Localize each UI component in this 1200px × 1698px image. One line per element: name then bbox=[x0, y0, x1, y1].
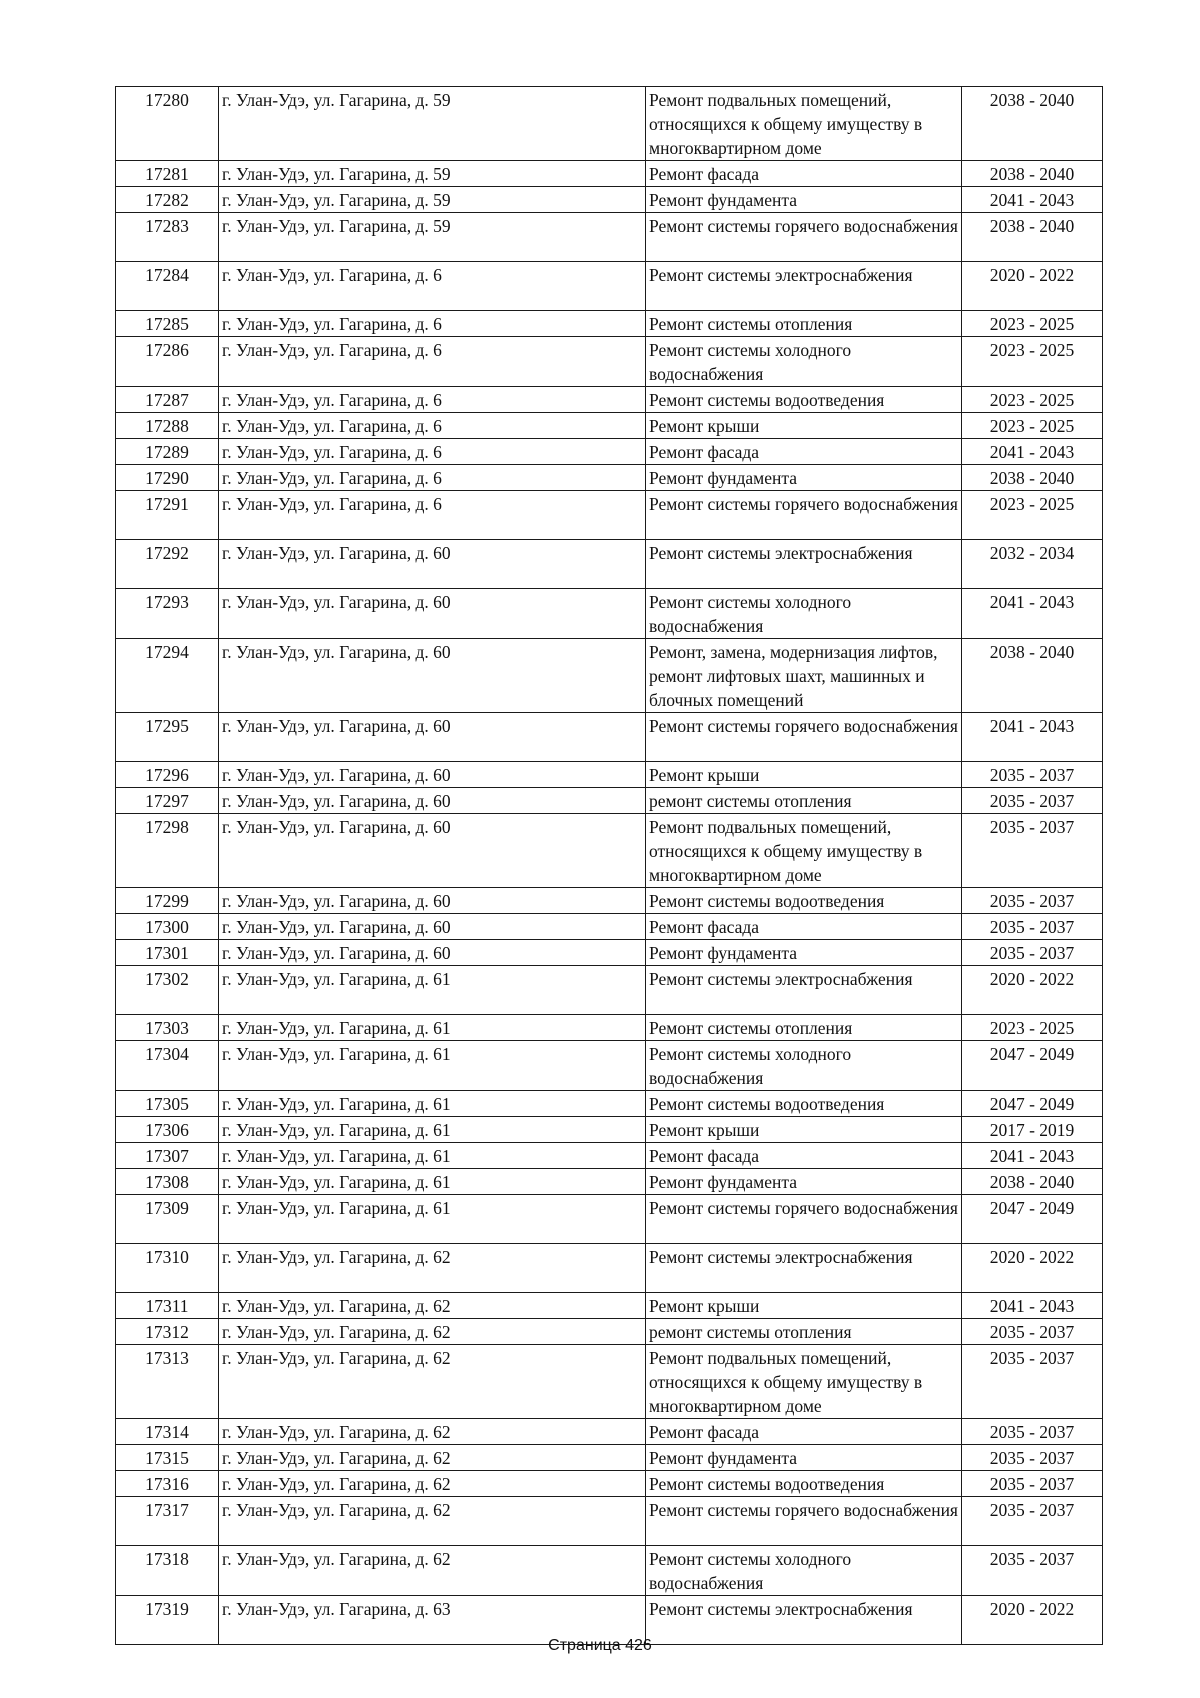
document-page bbox=[115, 86, 1102, 1645]
period-cell: 2038 - 2040 bbox=[962, 161, 1103, 187]
table-row bbox=[116, 713, 1103, 762]
address-cell: г. Улан-Удэ, ул. Гагарина, д. 60 bbox=[219, 589, 646, 639]
row-number-cell: 17318 bbox=[116, 1546, 219, 1596]
period-cell: 2020 - 2022 bbox=[962, 262, 1103, 311]
address-cell: г. Улан-Удэ, ул. Гагарина, д. 60 bbox=[219, 814, 646, 888]
row-number-cell: 17292 bbox=[116, 540, 219, 589]
period-cell: 2035 - 2037 bbox=[962, 888, 1103, 914]
address-cell: г. Улан-Удэ, ул. Гагарина, д. 60 bbox=[219, 888, 646, 914]
table-row bbox=[116, 639, 1103, 713]
table-row bbox=[116, 1445, 1103, 1471]
period-cell: 2035 - 2037 bbox=[962, 1445, 1103, 1471]
work-type-cell: Ремонт системы холодного водоснабжения bbox=[646, 1041, 962, 1091]
address-cell: г. Улан-Удэ, ул. Гагарина, д. 60 bbox=[219, 540, 646, 589]
table-row bbox=[116, 1117, 1103, 1143]
work-type-cell: Ремонт системы горячего водоснабжения bbox=[646, 213, 962, 262]
work-type-cell: Ремонт системы горячего водоснабжения bbox=[646, 491, 962, 540]
work-type-cell: Ремонт системы горячего водоснабжения bbox=[646, 1497, 962, 1546]
period-cell: 2035 - 2037 bbox=[962, 1471, 1103, 1497]
table-row bbox=[116, 1015, 1103, 1041]
period-cell: 2020 - 2022 bbox=[962, 1244, 1103, 1293]
address-cell: г. Улан-Удэ, ул. Гагарина, д. 60 bbox=[219, 788, 646, 814]
row-number-cell: 17315 bbox=[116, 1445, 219, 1471]
period-cell: 2035 - 2037 bbox=[962, 1319, 1103, 1345]
work-type-cell: Ремонт системы электроснабжения bbox=[646, 1596, 962, 1645]
page-number: Страница 426 bbox=[548, 1637, 652, 1654]
period-cell: 2023 - 2025 bbox=[962, 387, 1103, 413]
work-type-cell: Ремонт крыши bbox=[646, 1117, 962, 1143]
table-row bbox=[116, 1345, 1103, 1419]
work-type-cell: Ремонт системы электроснабжения bbox=[646, 966, 962, 1015]
row-number-cell: 17301 bbox=[116, 940, 219, 966]
address-cell: г. Улан-Удэ, ул. Гагарина, д. 59 bbox=[219, 187, 646, 213]
address-cell: г. Улан-Удэ, ул. Гагарина, д. 62 bbox=[219, 1319, 646, 1345]
row-number-cell: 17307 bbox=[116, 1143, 219, 1169]
work-type-cell: Ремонт системы отопления bbox=[646, 1015, 962, 1041]
address-cell: г. Улан-Удэ, ул. Гагарина, д. 6 bbox=[219, 387, 646, 413]
row-number-cell: 17304 bbox=[116, 1041, 219, 1091]
work-type-cell: Ремонт системы горячего водоснабжения bbox=[646, 713, 962, 762]
period-cell: 2041 - 2043 bbox=[962, 589, 1103, 639]
table-row bbox=[116, 1195, 1103, 1244]
table-row bbox=[116, 1244, 1103, 1293]
row-number-cell: 17311 bbox=[116, 1293, 219, 1319]
row-number-cell: 17296 bbox=[116, 762, 219, 788]
address-cell: г. Улан-Удэ, ул. Гагарина, д. 60 bbox=[219, 639, 646, 713]
table-row bbox=[116, 1497, 1103, 1546]
address-cell: г. Улан-Удэ, ул. Гагарина, д. 6 bbox=[219, 413, 646, 439]
work-type-cell: Ремонт крыши bbox=[646, 413, 962, 439]
table-row bbox=[116, 387, 1103, 413]
table-row bbox=[116, 540, 1103, 589]
period-cell: 2032 - 2034 bbox=[962, 540, 1103, 589]
work-type-cell: Ремонт фундамента bbox=[646, 1169, 962, 1195]
address-cell: г. Улан-Удэ, ул. Гагарина, д. 61 bbox=[219, 1015, 646, 1041]
table-row bbox=[116, 762, 1103, 788]
table-row bbox=[116, 914, 1103, 940]
row-number-cell: 17316 bbox=[116, 1471, 219, 1497]
row-number-cell: 17298 bbox=[116, 814, 219, 888]
table-row bbox=[116, 213, 1103, 262]
row-number-cell: 17314 bbox=[116, 1419, 219, 1445]
work-type-cell: Ремонт фундамента bbox=[646, 940, 962, 966]
work-type-cell: ремонт системы отопления bbox=[646, 788, 962, 814]
period-cell: 2020 - 2022 bbox=[962, 1596, 1103, 1645]
period-cell: 2023 - 2025 bbox=[962, 413, 1103, 439]
table-row bbox=[116, 1293, 1103, 1319]
row-number-cell: 17281 bbox=[116, 161, 219, 187]
row-number-cell: 17291 bbox=[116, 491, 219, 540]
row-number-cell: 17288 bbox=[116, 413, 219, 439]
row-number-cell: 17284 bbox=[116, 262, 219, 311]
work-type-cell: Ремонт фасада bbox=[646, 1143, 962, 1169]
table-row bbox=[116, 888, 1103, 914]
table-row bbox=[116, 413, 1103, 439]
row-number-cell: 17285 bbox=[116, 311, 219, 337]
row-number-cell: 17319 bbox=[116, 1596, 219, 1645]
address-cell: г. Улан-Удэ, ул. Гагарина, д. 59 bbox=[219, 213, 646, 262]
row-number-cell: 17305 bbox=[116, 1091, 219, 1117]
table-row bbox=[116, 87, 1103, 161]
period-cell: 2041 - 2043 bbox=[962, 713, 1103, 762]
work-type-cell: Ремонт фасада bbox=[646, 161, 962, 187]
work-type-cell: Ремонт фундамента bbox=[646, 465, 962, 491]
work-type-cell: Ремонт подвальных помещений, относящихся к общему имуществу в многоквартирном доме bbox=[646, 87, 962, 161]
work-type-cell: Ремонт фасада bbox=[646, 914, 962, 940]
table-row bbox=[116, 1546, 1103, 1596]
address-cell: г. Улан-Удэ, ул. Гагарина, д. 62 bbox=[219, 1546, 646, 1596]
period-cell: 2023 - 2025 bbox=[962, 1015, 1103, 1041]
period-cell: 2038 - 2040 bbox=[962, 465, 1103, 491]
row-number-cell: 17300 bbox=[116, 914, 219, 940]
period-cell: 2038 - 2040 bbox=[962, 639, 1103, 713]
address-cell: г. Улан-Удэ, ул. Гагарина, д. 6 bbox=[219, 439, 646, 465]
address-cell: г. Улан-Удэ, ул. Гагарина, д. 6 bbox=[219, 337, 646, 387]
work-type-cell: Ремонт системы водоотведения bbox=[646, 888, 962, 914]
row-number-cell: 17280 bbox=[116, 87, 219, 161]
work-type-cell: ремонт системы отопления bbox=[646, 1319, 962, 1345]
period-cell: 2023 - 2025 bbox=[962, 311, 1103, 337]
row-number-cell: 17294 bbox=[116, 639, 219, 713]
work-type-cell: Ремонт подвальных помещений, относящихся к общему имуществу в многоквартирном доме bbox=[646, 814, 962, 888]
table-row bbox=[116, 262, 1103, 311]
row-number-cell: 17313 bbox=[116, 1345, 219, 1419]
period-cell: 2035 - 2037 bbox=[962, 1345, 1103, 1419]
work-type-cell: Ремонт, замена, модернизация лифтов, ремонт лифтовых шахт, машинных и блочных помещений bbox=[646, 639, 962, 713]
table-row bbox=[116, 814, 1103, 888]
work-type-cell: Ремонт системы отопления bbox=[646, 311, 962, 337]
address-cell: г. Улан-Удэ, ул. Гагарина, д. 61 bbox=[219, 1117, 646, 1143]
period-cell: 2047 - 2049 bbox=[962, 1195, 1103, 1244]
work-type-cell: Ремонт системы водоотведения bbox=[646, 1471, 962, 1497]
period-cell: 2038 - 2040 bbox=[962, 87, 1103, 161]
row-number-cell: 17308 bbox=[116, 1169, 219, 1195]
period-cell: 2047 - 2049 bbox=[962, 1091, 1103, 1117]
work-type-cell: Ремонт системы водоотведения bbox=[646, 387, 962, 413]
table-row bbox=[116, 1419, 1103, 1445]
work-type-cell: Ремонт системы электроснабжения bbox=[646, 262, 962, 311]
table-body bbox=[116, 87, 1103, 1645]
row-number-cell: 17312 bbox=[116, 1319, 219, 1345]
work-type-cell: Ремонт системы водоотведения bbox=[646, 1091, 962, 1117]
address-cell: г. Улан-Удэ, ул. Гагарина, д. 62 bbox=[219, 1445, 646, 1471]
row-number-cell: 17295 bbox=[116, 713, 219, 762]
address-cell: г. Улан-Удэ, ул. Гагарина, д. 6 bbox=[219, 465, 646, 491]
period-cell: 2041 - 2043 bbox=[962, 1143, 1103, 1169]
table-row bbox=[116, 940, 1103, 966]
address-cell: г. Улан-Удэ, ул. Гагарина, д. 61 bbox=[219, 1091, 646, 1117]
period-cell: 2041 - 2043 bbox=[962, 1293, 1103, 1319]
work-type-cell: Ремонт фасада bbox=[646, 439, 962, 465]
table-row bbox=[116, 1091, 1103, 1117]
address-cell: г. Улан-Удэ, ул. Гагарина, д. 6 bbox=[219, 311, 646, 337]
work-type-cell: Ремонт системы электроснабжения bbox=[646, 1244, 962, 1293]
work-type-cell: Ремонт подвальных помещений, относящихся к общему имуществу в многоквартирном доме bbox=[646, 1345, 962, 1419]
work-type-cell: Ремонт фундамента bbox=[646, 187, 962, 213]
period-cell: 2035 - 2037 bbox=[962, 1497, 1103, 1546]
address-cell: г. Улан-Удэ, ул. Гагарина, д. 61 bbox=[219, 1169, 646, 1195]
table-row bbox=[116, 1471, 1103, 1497]
table-row bbox=[116, 187, 1103, 213]
period-cell: 2017 - 2019 bbox=[962, 1117, 1103, 1143]
table-row bbox=[116, 439, 1103, 465]
table-row bbox=[116, 311, 1103, 337]
table-row bbox=[116, 337, 1103, 387]
table-row bbox=[116, 1169, 1103, 1195]
row-number-cell: 17293 bbox=[116, 589, 219, 639]
address-cell: г. Улан-Удэ, ул. Гагарина, д. 60 bbox=[219, 713, 646, 762]
work-type-cell: Ремонт крыши bbox=[646, 762, 962, 788]
row-number-cell: 17290 bbox=[116, 465, 219, 491]
row-number-cell: 17317 bbox=[116, 1497, 219, 1546]
work-type-cell: Ремонт крыши bbox=[646, 1293, 962, 1319]
address-cell: г. Улан-Удэ, ул. Гагарина, д. 60 bbox=[219, 940, 646, 966]
address-cell: г. Улан-Удэ, ул. Гагарина, д. 59 bbox=[219, 87, 646, 161]
period-cell: 2023 - 2025 bbox=[962, 337, 1103, 387]
table-row bbox=[116, 465, 1103, 491]
row-number-cell: 17283 bbox=[116, 213, 219, 262]
period-cell: 2047 - 2049 bbox=[962, 1041, 1103, 1091]
work-type-cell: Ремонт фасада bbox=[646, 1419, 962, 1445]
address-cell: г. Улан-Удэ, ул. Гагарина, д. 59 bbox=[219, 161, 646, 187]
address-cell: г. Улан-Удэ, ул. Гагарина, д. 6 bbox=[219, 262, 646, 311]
table-row bbox=[116, 161, 1103, 187]
row-number-cell: 17303 bbox=[116, 1015, 219, 1041]
address-cell: г. Улан-Удэ, ул. Гагарина, д. 62 bbox=[219, 1419, 646, 1445]
period-cell: 2023 - 2025 bbox=[962, 491, 1103, 540]
row-number-cell: 17309 bbox=[116, 1195, 219, 1244]
row-number-cell: 17286 bbox=[116, 337, 219, 387]
table-row bbox=[116, 491, 1103, 540]
period-cell: 2035 - 2037 bbox=[962, 1546, 1103, 1596]
period-cell: 2035 - 2037 bbox=[962, 762, 1103, 788]
table-row bbox=[116, 966, 1103, 1015]
row-number-cell: 17297 bbox=[116, 788, 219, 814]
period-cell: 2035 - 2037 bbox=[962, 814, 1103, 888]
work-type-cell: Ремонт системы электроснабжения bbox=[646, 540, 962, 589]
work-type-cell: Ремонт системы холодного водоснабжения bbox=[646, 589, 962, 639]
address-cell: г. Улан-Удэ, ул. Гагарина, д. 63 bbox=[219, 1596, 646, 1645]
work-type-cell: Ремонт фундамента bbox=[646, 1445, 962, 1471]
row-number-cell: 17302 bbox=[116, 966, 219, 1015]
repair-schedule-table bbox=[115, 86, 1103, 1645]
row-number-cell: 17306 bbox=[116, 1117, 219, 1143]
period-cell: 2038 - 2040 bbox=[962, 1169, 1103, 1195]
row-number-cell: 17289 bbox=[116, 439, 219, 465]
address-cell: г. Улан-Удэ, ул. Гагарина, д. 61 bbox=[219, 1143, 646, 1169]
address-cell: г. Улан-Удэ, ул. Гагарина, д. 62 bbox=[219, 1471, 646, 1497]
address-cell: г. Улан-Удэ, ул. Гагарина, д. 60 bbox=[219, 762, 646, 788]
table-row bbox=[116, 1143, 1103, 1169]
period-cell: 2035 - 2037 bbox=[962, 940, 1103, 966]
work-type-cell: Ремонт системы холодного водоснабжения bbox=[646, 1546, 962, 1596]
period-cell: 2035 - 2037 bbox=[962, 788, 1103, 814]
address-cell: г. Улан-Удэ, ул. Гагарина, д. 62 bbox=[219, 1244, 646, 1293]
address-cell: г. Улан-Удэ, ул. Гагарина, д. 61 bbox=[219, 1041, 646, 1091]
address-cell: г. Улан-Удэ, ул. Гагарина, д. 60 bbox=[219, 914, 646, 940]
address-cell: г. Улан-Удэ, ул. Гагарина, д. 62 bbox=[219, 1293, 646, 1319]
address-cell: г. Улан-Удэ, ул. Гагарина, д. 62 bbox=[219, 1345, 646, 1419]
table-row bbox=[116, 788, 1103, 814]
period-cell: 2038 - 2040 bbox=[962, 213, 1103, 262]
table-row bbox=[116, 1319, 1103, 1345]
work-type-cell: Ремонт системы горячего водоснабжения bbox=[646, 1195, 962, 1244]
period-cell: 2035 - 2037 bbox=[962, 1419, 1103, 1445]
row-number-cell: 17282 bbox=[116, 187, 219, 213]
period-cell: 2035 - 2037 bbox=[962, 914, 1103, 940]
row-number-cell: 17310 bbox=[116, 1244, 219, 1293]
address-cell: г. Улан-Удэ, ул. Гагарина, д. 61 bbox=[219, 1195, 646, 1244]
row-number-cell: 17287 bbox=[116, 387, 219, 413]
row-number-cell: 17299 bbox=[116, 888, 219, 914]
table-row bbox=[116, 1041, 1103, 1091]
table-row bbox=[116, 589, 1103, 639]
address-cell: г. Улан-Удэ, ул. Гагарина, д. 6 bbox=[219, 491, 646, 540]
period-cell: 2020 - 2022 bbox=[962, 966, 1103, 1015]
period-cell: 2041 - 2043 bbox=[962, 439, 1103, 465]
work-type-cell: Ремонт системы холодного водоснабжения bbox=[646, 337, 962, 387]
address-cell: г. Улан-Удэ, ул. Гагарина, д. 62 bbox=[219, 1497, 646, 1546]
period-cell: 2041 - 2043 bbox=[962, 187, 1103, 213]
address-cell: г. Улан-Удэ, ул. Гагарина, д. 61 bbox=[219, 966, 646, 1015]
